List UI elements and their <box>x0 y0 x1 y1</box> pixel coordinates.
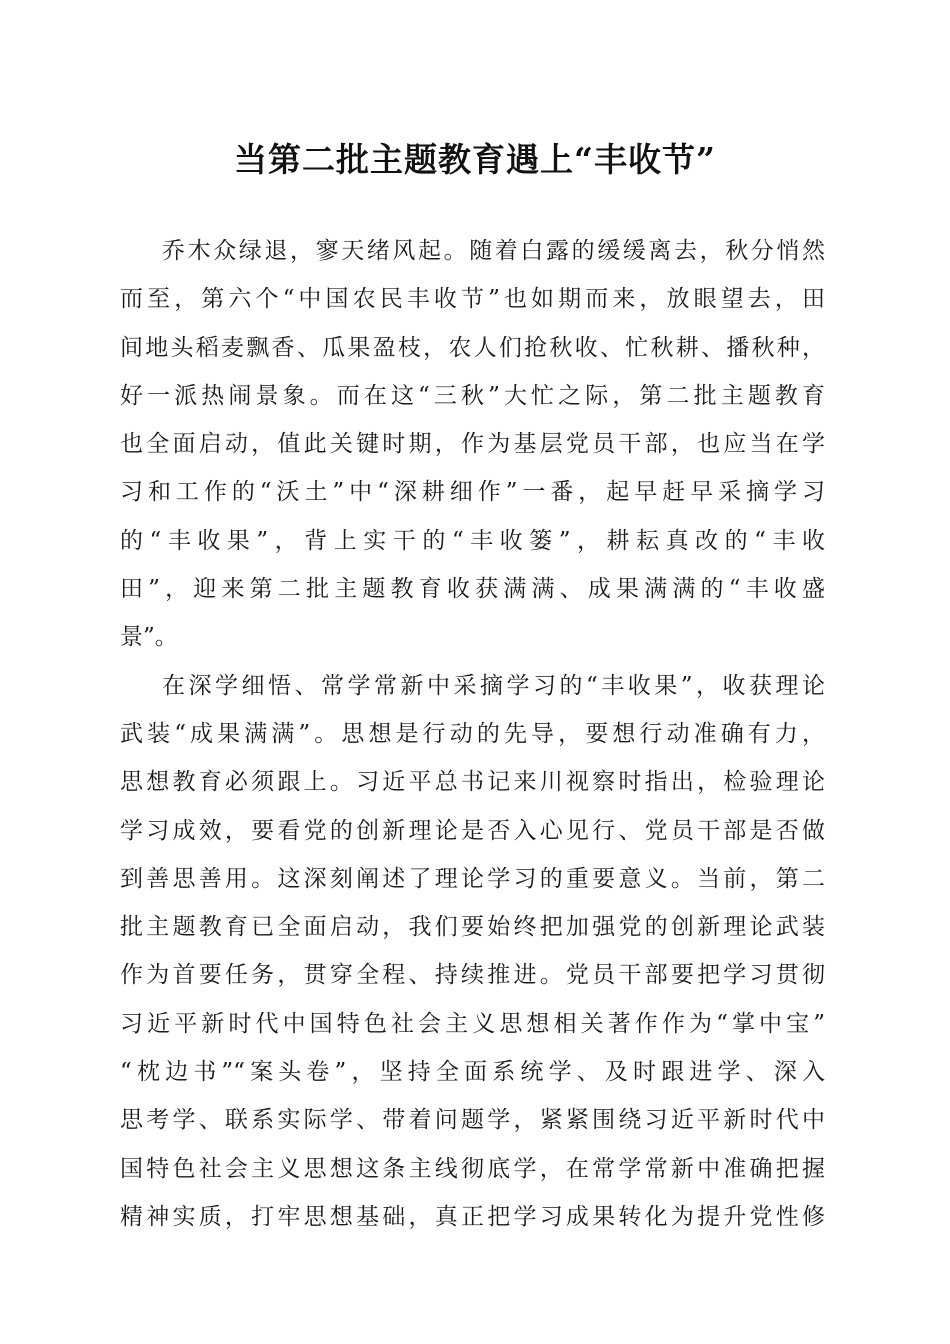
text-line: 学习成效，要看党的创新理论是否入心见行、党员干部是否做 <box>120 817 825 844</box>
text-line: 好一派热闹景象。而在这“三秋”大忙之际，第二批主题教育 <box>120 382 825 409</box>
paragraph <box>120 227 825 662</box>
text-line: 在深学细悟、常学常新中采摘学习的“丰收果”，收获理论 <box>162 672 825 699</box>
text-line: 思想教育必须跟上。习近平总书记来川视察时指出，检验理论 <box>120 769 825 796</box>
document-title: 当第二批主题教育遇上“丰收节” <box>234 140 716 179</box>
text-line: 也全面启动，值此关键时期，作为基层党员干部，也应当在学 <box>120 431 825 458</box>
text-line: 武装“成果满满”。思想是行动的先导，要想行动准确有力， <box>120 720 825 747</box>
text-line: 而至，第六个“中国农民丰收节”也如期而来，放眼望去，田 <box>120 286 825 313</box>
text-line: 思考学、联系实际学、带着问题学，紧紧围绕习近平新时代中 <box>120 1107 825 1134</box>
text-line: 习和工作的“沃土”中“深耕细作”一番，起早赶早采摘学习 <box>120 479 825 506</box>
text-line: 批主题教育已全面启动，我们要始终把加强党的创新理论武装 <box>120 914 825 941</box>
text-line: 乔木众绿退，寥天绪风起。随着白露的缓缓离去，秋分悄然 <box>162 238 825 264</box>
text-line: “枕边书”“案头卷”，坚持全面系统学、及时跟进学、深入 <box>120 1059 825 1086</box>
text-line: 精神实质，打牢思想基础，真正把学习成果转化为提升党性修 <box>120 1203 825 1230</box>
document-body <box>120 227 825 1241</box>
text-line: 习近平新时代中国特色社会主义思想相关著作作为“掌中宝” <box>120 1010 825 1037</box>
text-line: 的“丰收果”，背上实干的“丰收篓”，耕耘真改的“丰收 <box>120 527 825 554</box>
text-line: 间地头稻麦飘香、瓜果盈枝，农人们抢秋收、忙秋耕、播秋种， <box>120 334 825 361</box>
text-line: 景”。 <box>120 624 178 651</box>
text-line: 国特色社会主义思想这条主线彻底学，在常学常新中准确把握 <box>120 1155 825 1182</box>
text-line: 作为首要任务，贯穿全程、持续推进。党员干部要把学习贯彻 <box>120 962 825 989</box>
text-line: 到善思善用。这深刻阐述了理论学习的重要意义。当前，第二 <box>120 865 825 892</box>
paragraph <box>120 662 825 1242</box>
text-line: 田”，迎来第二批主题教育收获满满、成果满满的“丰收盛 <box>120 576 825 603</box>
